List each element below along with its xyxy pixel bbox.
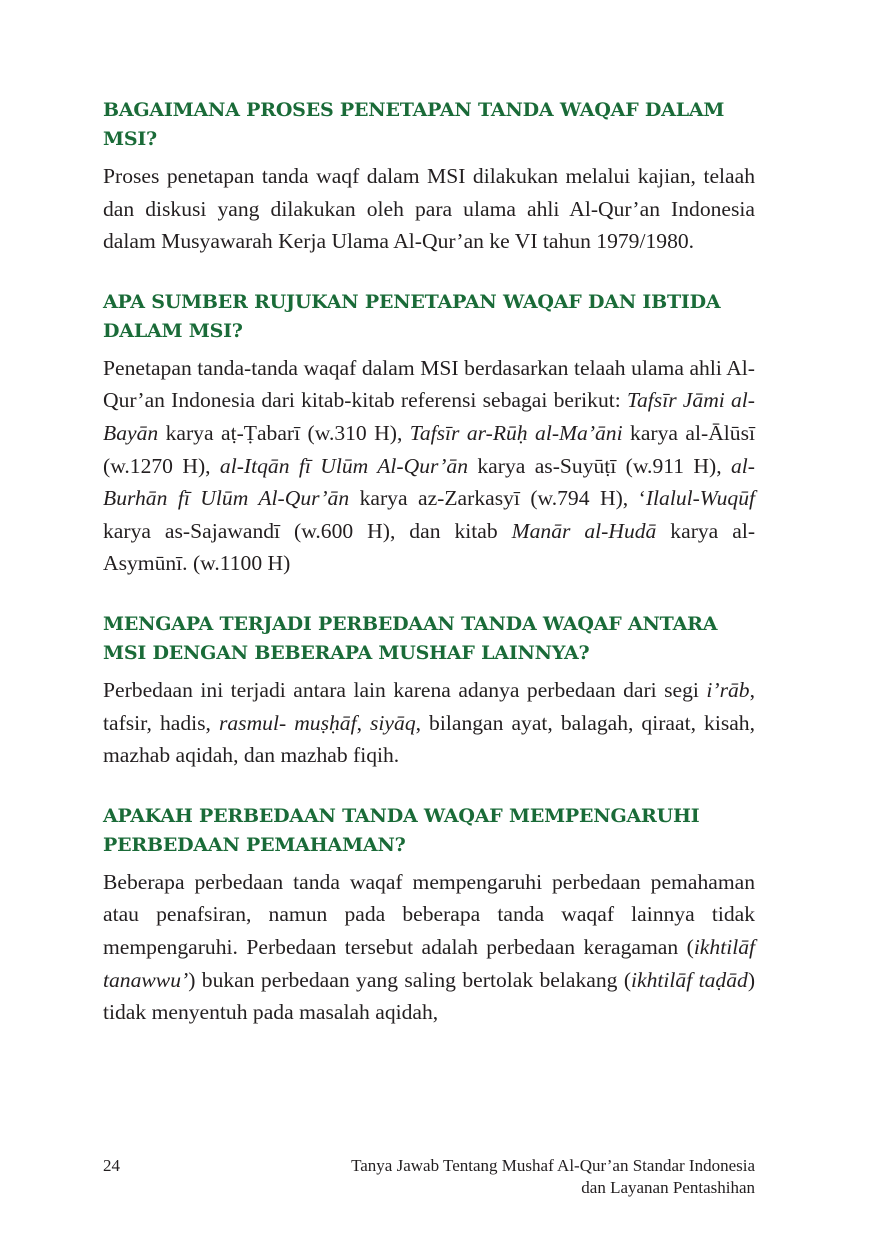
question-heading: APA SUMBER RUJUKAN PENETAPAN WAQAF DAN IBTIDA DALAM MSI? [103, 290, 721, 342]
text-run: Beberapa perbedaan tanda waqaf mempengaruhi perbedaan pemahaman atau penafsiran, namun pada beberapa tanda waqaf lainnya tidak mempengaruhi. Perbedaan tersebut adalah perbedaan keragaman ( [103, 869, 755, 959]
italic-term: ikhtilāf taḍād [631, 967, 748, 992]
answer-paragraph [103, 674, 755, 772]
page-number: 24 [103, 1156, 120, 1175]
text-run: karya al-Ālūsī (w.1270 H), [103, 420, 756, 478]
running-title-line: Tanya Jawab Tentang Mushaf Al-Qur’an Standar Indonesia [351, 1156, 755, 1175]
answer-paragraph [103, 352, 755, 580]
text-run: Penetapan tanda-tanda waqaf dalam MSI berdasarkan telaah ulama ahli Al-Qur’an Indonesia dari kitab-kitab referensi sebagai berikut: [103, 355, 755, 413]
text-run: ) bukan perbedaan yang saling bertolak belakang ( [188, 967, 632, 992]
italic-term: al-Burhān fī Ulūm Al-Qur’ān [103, 453, 755, 511]
italic-term: al-Itqān fī Ulūm Al-Qur’ān [219, 453, 468, 478]
answer-paragraph [103, 866, 755, 1029]
running-title-line: dan Layanan Pentashihan [581, 1178, 755, 1197]
text-run: Proses penetapan tanda waqf dalam MSI dilakukan melalui kajian, telaah dan diskusi yang dilakukan oleh para ulama ahli Al-Qur’an Indonesia dalam Musyawarah Kerja Ulama Al-Qur’an ke VI tahun 1979/1980. [103, 164, 755, 254]
italic-term: rasmul- muṣḥāf [218, 710, 357, 735]
italic-term: siyāq [370, 710, 416, 735]
text-run: , [356, 710, 371, 735]
text-run: karya aṭ-Ṭabarī (w.310 H), [158, 420, 410, 445]
italic-term: Manār al-Hudā [511, 518, 657, 543]
italic-term: i’rāb [706, 677, 750, 702]
italic-term: ikhtilāf tanawwu’ [103, 934, 755, 992]
question-heading: BAGAIMANA PROSES PENETAPAN TANDA WAQAF DALAM MSI? [103, 99, 725, 150]
text-run: , bilangan ayat, balagah, qiraat, kisah, mazhab aqidah, dan mazhab fiqih. [103, 710, 756, 768]
qa-section-2 [103, 288, 755, 580]
answer-paragraph [103, 160, 755, 258]
text-run: , tafsir, hadis, [103, 677, 755, 735]
italic-term: Ilalul-Wuqūf [645, 486, 755, 511]
qa-section-3 [103, 610, 755, 772]
italic-term: Tafsīr Jāmi al-Bayān [103, 388, 755, 445]
qa-section-4 [103, 802, 755, 1029]
text-run: Perbedaan ini terjadi antara lain karena adanya perbedaan dari segi [103, 677, 707, 702]
qa-section-1 [103, 96, 755, 258]
running-title [351, 1155, 755, 1199]
page-content [103, 96, 755, 1059]
text-run: karya az-Zarkasyī (w.794 H), ‘ [349, 486, 646, 511]
text-run: karya as-Suyūṭī (w.911 H), [468, 453, 731, 478]
question-heading: APAKAH PERBEDAAN TANDA WAQAF MEMPENGARUHI PERBEDAAN PEMAHAMAN? [103, 804, 700, 856]
italic-term: Tafsīr ar-Rūḥ al-Ma’āni [409, 420, 623, 445]
text-run: karya as-Sajawandī (w.600 H), dan kitab [103, 518, 512, 543]
question-heading: MENGAPA TERJADI PERBEDAAN TANDA WAQAF ANTARA MSI DENGAN BEBERAPA MUSHAF LAINNYA? [103, 612, 718, 664]
text-run: ) tidak menyentuh pada masalah aqidah, [103, 967, 756, 1025]
text-run: karya al-Asymūnī. (w.1100 H) [103, 518, 756, 576]
